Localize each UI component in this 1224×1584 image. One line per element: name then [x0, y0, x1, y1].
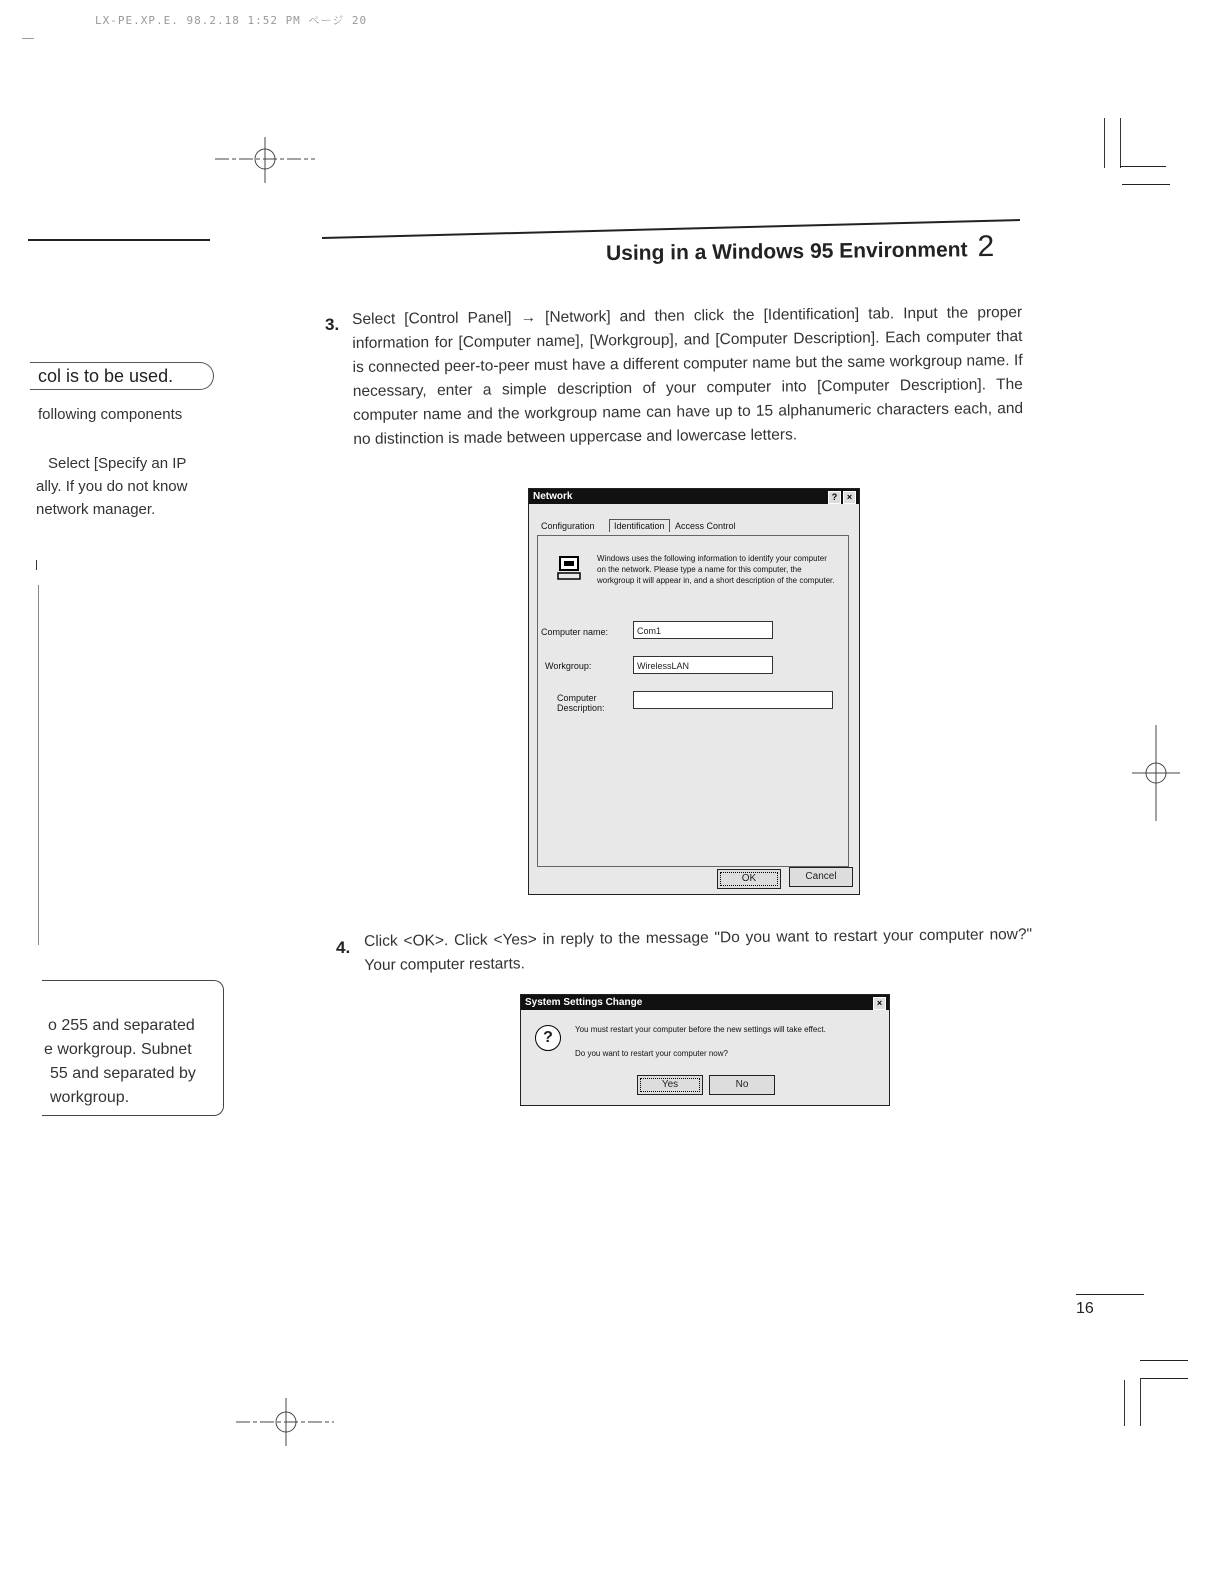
computer-name-input[interactable]: Com1 — [633, 621, 773, 639]
restart-message-line-2: Do you want to restart your computer now? — [575, 1049, 728, 1058]
step-4-text: Click <OK>. Click <Yes> in reply to the message "Do you want to restart your computer now?" Your computer restarts. — [364, 926, 1033, 974]
tab-identification[interactable]: Identification — [609, 519, 670, 532]
crop-mark — [1124, 1380, 1125, 1426]
workgroup-input[interactable]: WirelessLAN — [633, 656, 773, 674]
tab-access-control[interactable]: Access Control — [675, 521, 736, 531]
note-line: e workgroup. Subnet — [44, 1041, 192, 1058]
identification-info-text: Windows uses the following information to identify your computer on the network. Please type a name for this computer, the workgroup it will appear in, and a short description of the computer. — [597, 554, 835, 585]
crop-mark — [1104, 118, 1105, 168]
crop-mark — [1122, 184, 1170, 185]
sidebar-heading-box — [30, 362, 214, 390]
crop-mark — [22, 38, 34, 39]
sidebar-line: Select [Specify an IP — [48, 455, 187, 472]
description-label: Computer Description: — [557, 693, 605, 713]
no-button[interactable]: No — [709, 1075, 775, 1095]
chapter-number: 2 — [977, 229, 995, 264]
help-button[interactable]: ? — [828, 491, 841, 504]
margin-line — [36, 560, 37, 570]
registration-mark — [215, 135, 315, 185]
close-button[interactable]: × — [873, 997, 886, 1010]
sidebar-line: network manager. — [36, 501, 156, 518]
page-number: 16 — [1076, 1300, 1094, 1317]
network-dialog-titlebar — [529, 489, 859, 504]
restart-message-line-1: You must restart your computer before the new settings will take effect. — [575, 1025, 826, 1034]
page-number-rule — [1076, 1294, 1144, 1295]
tab-configuration[interactable]: Configuration — [541, 521, 595, 531]
chapter-title: Using in a Windows 95 Environment — [605, 238, 968, 266]
step-3-text: Select [Control Panel] → [Network] and then click the [Identification] tab. Input the proper information for [Computer name], [Workgroup], and [Computer Description]. Each computer that is connected peer-to-peer must have a different computer name but the same workgroup name. If necessary, enter a simple description of your computer into [Computer Description]. The computer name and the workgroup name can have up to 15 alphanumeric characters each, and no distinction is made between uppercase and lowercase letters. — [352, 303, 1024, 448]
computer-name-label: Computer name: — [541, 627, 609, 637]
question-icon: ? — [535, 1025, 561, 1051]
registration-mark — [1130, 725, 1182, 823]
workgroup-label: Workgroup: — [545, 661, 592, 671]
chapter-heading — [606, 230, 995, 268]
registration-mark — [236, 1396, 336, 1448]
restart-dialog — [520, 994, 890, 1106]
note-line: 55 and separated by — [50, 1065, 196, 1082]
crop-mark — [1120, 118, 1121, 168]
crop-mark — [1120, 166, 1166, 167]
step-3-number: 3. — [325, 315, 340, 334]
crop-mark — [1140, 1378, 1141, 1426]
yes-button[interactable]: Yes — [637, 1075, 703, 1095]
crop-mark — [1140, 1360, 1188, 1361]
sidebar-rule — [28, 239, 210, 241]
print-header: LX-PE.XP.E. 98.2.18 1:52 PM ページ 20 — [95, 14, 368, 27]
network-dialog-title: Network — [533, 491, 573, 502]
sidebar-heading: col is to be used. — [38, 366, 174, 386]
description-input[interactable] — [633, 691, 833, 709]
note-line: o 255 and separated — [48, 1017, 195, 1034]
crop-mark — [1140, 1378, 1188, 1379]
computer-icon — [557, 555, 583, 583]
ok-button[interactable]: OK — [717, 869, 781, 889]
note-line: workgroup. — [50, 1089, 130, 1106]
margin-line — [38, 585, 39, 945]
step-4-number: 4. — [336, 938, 351, 957]
sidebar-line: ally. If you do not know — [36, 478, 188, 495]
restart-dialog-titlebar — [521, 995, 889, 1010]
close-button[interactable]: × — [843, 491, 856, 504]
sidebar-line: following components — [38, 406, 183, 423]
restart-dialog-title: System Settings Change — [525, 997, 643, 1008]
network-dialog — [528, 488, 860, 895]
cancel-button[interactable]: Cancel — [789, 867, 853, 887]
